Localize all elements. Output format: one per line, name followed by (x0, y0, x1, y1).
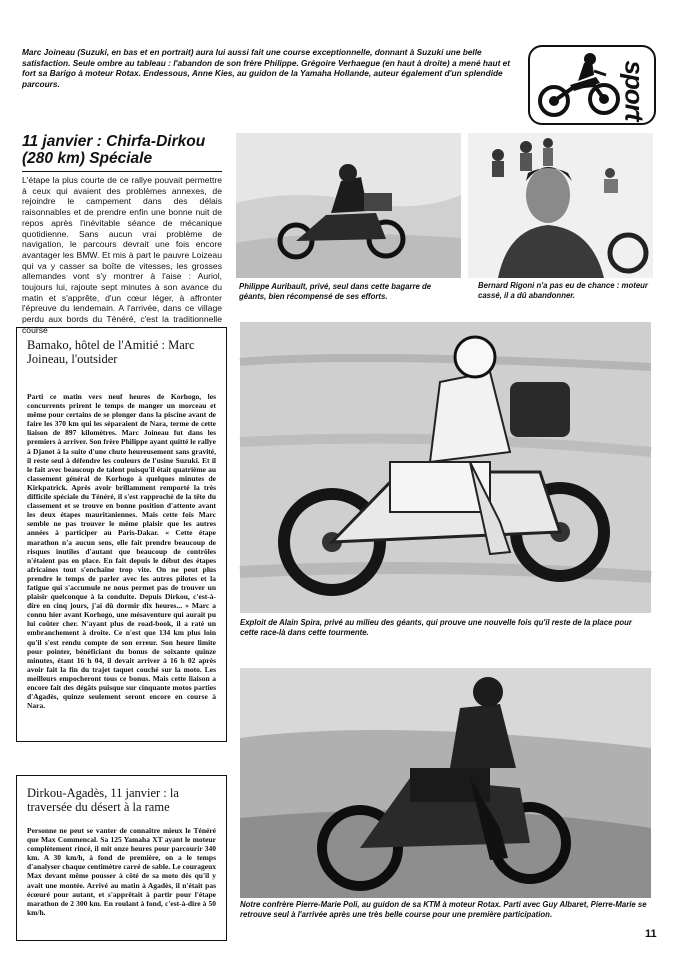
sidebar-box-dirkou (16, 775, 227, 941)
photo-caption: Exploit de Alain Spira, privé au milieu des géants, qui prouve une nouvelle fois qu'il reste de la place pour cette race-là dans cette tourmente. (240, 618, 632, 637)
sidebar-box-title: Bamako, hôtel de l'Amitié : Marc Joineau, l'outsider (27, 338, 195, 366)
section-body-text: L'étape la plus courte de ce rallye pouvait permettre à ceux qui avaient des problèmes annexes, de rejoindre le campement dans des délais raisonnables et de prendre enfin une bonne nuit de repos après l'inévitable séance de mécanique quotidienne. Sans aucun vrai problème de navigation, le parcours devrait une fois encore avantager les BMW. Et mis à part le pauvre Loizeau qui va y casser sa boîte de vitesses, les grosses allemandes vont s'y montrer à l'aise : Auriol, toujours lui, rajoute sept minutes à son avance du matin et s'apprête, d'un cœur léger, à affronter l'épreuve du lendemain. A l'arrivée, dans ce village perdu aux bords du Ténéré, c'est la traditionnelle course (22, 175, 222, 335)
sport-section-logo (528, 45, 656, 125)
sport-logo-word: sport (619, 60, 650, 121)
photo-caption: Philippe Auribault, privé, seul dans cette bagarre de géants, bien récompensé de ses efforts. (239, 282, 432, 301)
sidebar-box-bamako (16, 327, 227, 742)
sidebar-box-body: Parti ce matin vers neuf heures de Korhogo, les concurrents prirent le temps de manger un morceau et même pour certains de se plonger dans la piscine avant de faire les 370 km qui les séparaient de Nara, terme de cette liaison de 897 kilomètres. Marc Joineau fut dans les premiers à arriver. Son frère Philippe ayant quitté le rallye à Djanet à la suite d'une chute heureusement sans gravité, il reste seul à défendre les couleurs de l'usine Suzuki. Et il le fait avec beaucoup de talent puisqu'il était quatrième au classement général de Korhogo à quelques minutes de Kirkpatrick. Après avoir brillamment remporté la très difficile spéciale du Ténéré, il s'est rapproché de la tête du classement et se trouve en bonne position d'attente avant les deux étapes mauritaniennes. Mais cette fois Marc semble ne pas trouver le même plaisir que les autres années à participer au Paris-Dakar. « Cette étape marathon n'a aucun sens, elle fait prendre beaucoup de risques inutiles d'autant que beaucoup de contrôles n'étaient pas en place. En fait depuis le début des étapes africaines tout s'enchaîne trop vite. On ne peut plus prendre le temps de parler avec les autres pilotes et la fatigue qui s'accumule ne nous permet pas de trouver un plaisir quelconque à la conduite. Depuis Dirkou, c'est-à-dire en cinq jours, j'ai dû dormir dix heures... » Marc a connu hier avant Korhogo, une mésaventure qui aurait pu lui coûter cher. N'ayant plus de road-book, il a raté un embranchement à droite. Ce n'est que 134 km plus loin qu'il s'est rendu compte de son erreur. Son heure limite pour pointer, bénéficiant du bonus de soixante quinze minutes, étant 16 h 04, il devait arriver à 16 h 02 après avoir fait la fin du trajet taquet couché sur la moto. Les meilleurs empocheront tous ce bonus. Mais cette liaison a encore fait des dégâts puisque sur cinquante motos parties d'Agadès, quinze seulement seront encore en course à Nara. (27, 392, 216, 711)
photo-poli (240, 668, 651, 898)
section-title: 11 janvier : Chirfa-Dirkou (280 km) Spéciale (22, 133, 222, 172)
photo-caption: Notre confrère Pierre-Marie Poli, au guidon de sa KTM à moteur Rotax. Parti avec Guy Albaret, Pierre-Marie se retrouve seul à l'arrivée après une très belle course pour une première participation. (240, 900, 647, 919)
sidebar-box-body: Personne ne peut se vanter de connaître mieux le Ténéré que Max Commencal. Sa 125 Yamaha XT ayant le moteur complètement rincé, il mit onze heures pour parcourir 340 km. A 30 km/h, à fond de première, on a le temps d'analyser chaque centimètre carré de sable. Le courageux Max devant même pousser à côté de sa moto dès qu'il y avait une montée. Arrivé au matin à Agadès, il n'était pas écœuré pour autant, et s'apprêtait à partir pour l'étape marathon de 2 300 km. En roulant à fond, c'est-à-dire à 50 km/h. (27, 826, 216, 917)
photo-spira (240, 322, 651, 613)
page-number: 11 (645, 928, 657, 940)
motorcycle-rider-icon (534, 51, 626, 121)
sidebar-box-title: Dirkou-Agadès, 11 janvier : la traversée du désert à la rame (27, 786, 179, 814)
top-photo-caption: Marc Joineau (Suzuki, en bas et en portrait) aura lui aussi fait une course exceptionnelle, donnant à Suzuki une belle satisfaction. Seule ombre au tableau : l'abandon de son frère Philippe. Grégoire Verhaegue (en haut à droite) a mené haut et fort sa Barigo à moteur Rotax. Endessous, Anne Kies, au guidon de la Yamaha Hollande, auteur également d'un splendide parcours. (22, 47, 511, 89)
photo-caption: Bernard Rigoni n'a pas eu de chance : moteur cassé, il a dû abandonner. (478, 281, 648, 300)
photo-auribault (236, 133, 461, 278)
photo-rigoni (468, 133, 653, 278)
